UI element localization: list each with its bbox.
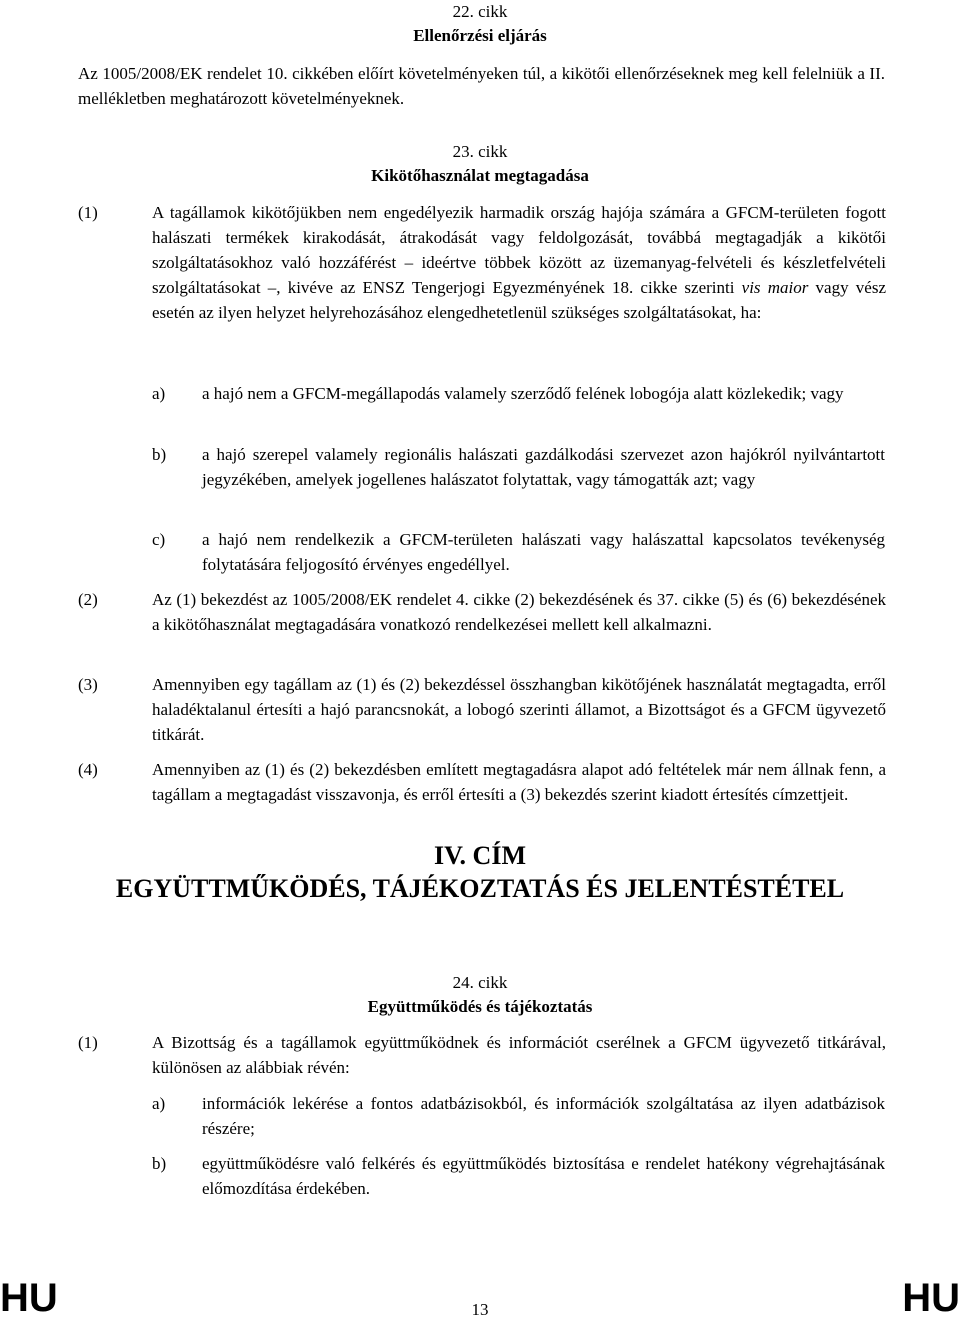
list-item-text: információk lekérése a fontos adatbázisokból, és információk szolgáltatása az ilyen adatbázisok részére; (202, 1094, 885, 1138)
paragraph-text: Amennyiben az (1) és (2) bekezdésben említett megtagadásra alapot adó feltételek már nem állnak fenn, a tagállam a megtagadást visszavonja, és erről értesíti a (3) bekezdés szerint kiadott értesítés címzettjeit. (152, 760, 886, 804)
article-24-title: Együttműködés és tájékoztatás (367, 997, 593, 1016)
article-24-number: 24. cikk (452, 973, 508, 992)
paragraph-text-part: vagy vész esetén az ilyen helyzet helyrehozásához elengedhetetlenül szükséges szolgáltatásokat, ha: (152, 278, 886, 322)
article-23-number: 23. cikk (452, 142, 508, 161)
list-item-label: a) (152, 1094, 166, 1113)
article-23-title: Kikötőhasználat megtagadása (371, 166, 589, 185)
article-22-number: 22. cikk (452, 2, 508, 21)
paragraph-text-part: A tagállamok kikötőjükben nem engedélyezik harmadik ország hajója számára a GFCM-területen fogott halászati termékek kirakodását, átrakodását vagy feldolgozását, továbbá megtagadják a kikötői szolgáltatásokhoz való hozzáférést – ideértve többek között az üzemanyag-felvételi és készletfelvételi szolgáltatásokat –, kivéve az ENSZ Tengerjogi Egyezményének 18. cikke szerinti (152, 203, 886, 297)
title-iv-heading: IV. CÍM (434, 841, 526, 870)
list-item-label: b) (152, 1154, 167, 1173)
paragraph-text-italic: vis maior (741, 278, 809, 297)
footer-language-code-left: HU (0, 1276, 58, 1320)
list-item-text: a hajó nem a GFCM-megállapodás valamely szerződő felének lobogója alatt közlekedik; vagy (202, 384, 844, 403)
list-item-label: c) (152, 530, 166, 549)
paragraph-text: Az (1) bekezdést az 1005/2008/EK rendelet 4. cikke (2) bekezdésének és 37. cikke (5) és (6) bekezdésének a kikötőhasználat megtagadására vonatkozó rendelkezései mellett kell alkalmazni. (152, 590, 886, 634)
article-22-title: Ellenőrzési eljárás (413, 26, 547, 45)
paragraph-number: (1) (78, 203, 98, 222)
paragraph-number: (3) (78, 675, 98, 694)
paragraph-number: (2) (78, 590, 98, 609)
paragraph-number: (4) (78, 760, 98, 779)
paragraph-text: Amennyiben egy tagállam az (1) és (2) bekezdéssel összhangban kikötőjének használatát megtagadta, erről haladéktalanul értesíti a hajó parancsnokát, a lobogó szerinti államot, a Bizottságot és a GFCM ügyvezető titkárát. (152, 675, 886, 744)
paragraph-text: A Bizottság és a tagállamok együttműködnek és információt cserélnek a GFCM ügyvezető titkárával, különösen az alábbiak révén: (152, 1033, 886, 1077)
article-22-text: Az 1005/2008/EK rendelet 10. cikkében előírt követelményeken túl, a kikötői ellenőrzéseknek meg kell felelniük a II. mellékletben meghatározott követelményeknek. (78, 64, 885, 108)
list-item-text: a hajó nem rendelkezik a GFCM-területen halászati vagy halászattal kapcsolatos tevékenység folytatására feljogosító érvényes engedéllyel. (202, 530, 885, 574)
title-iv-subheading: EGYÜTTMŰKÖDÉS, TÁJÉKOZTATÁS ÉS JELENTÉSTÉTEL (115, 874, 845, 903)
page-number: 13 (471, 1300, 489, 1319)
footer-language-code-right: HU (902, 1276, 960, 1320)
paragraph-number: (1) (78, 1033, 98, 1052)
list-item-label: b) (152, 445, 167, 464)
paragraph-text (152, 200, 886, 325)
list-item-text: a hajó szerepel valamely regionális halászati gazdálkodási szervezet azon hajókról nyilvántartott jegyzékében, amelyek jogellenes halászatot folytattak, vagy támogatták azt; vagy (202, 445, 885, 489)
list-item-text: együttműködésre való felkérés és együttműködés biztosítása e rendelet hatékony végrehajtásának előmozdítása érdekében. (202, 1154, 885, 1198)
list-item-label: a) (152, 384, 166, 403)
